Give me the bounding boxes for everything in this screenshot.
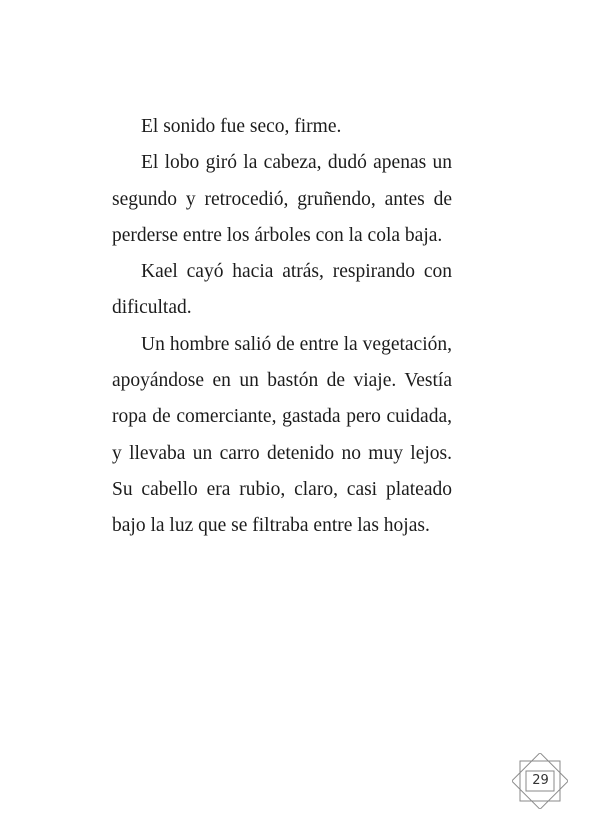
- paragraph-4: Un hombre salió de entre la vegetación, apoyándose en un bastón de viaje. Vestía ropa de comerciante, gastada pero cuidada, y llevaba un carro detenido no muy lejos. Su cabello era rubio, claro, casi plateado bajo la luz que se filtraba entre las hojas.: [112, 333, 452, 537]
- page-body: [112, 109, 452, 545]
- paragraph-3: Kael cayó hacia atrás, respirando con dificultad.: [112, 261, 452, 319]
- page-number: 29: [532, 773, 549, 788]
- paragraph-2: El lobo giró la cabeza, dudó apenas un segundo y retrocedió, gruñendo, antes de perderse entre los árboles con la cola baja.: [112, 152, 452, 246]
- paragraph-1: El sonido fue seco, firme.: [141, 116, 342, 137]
